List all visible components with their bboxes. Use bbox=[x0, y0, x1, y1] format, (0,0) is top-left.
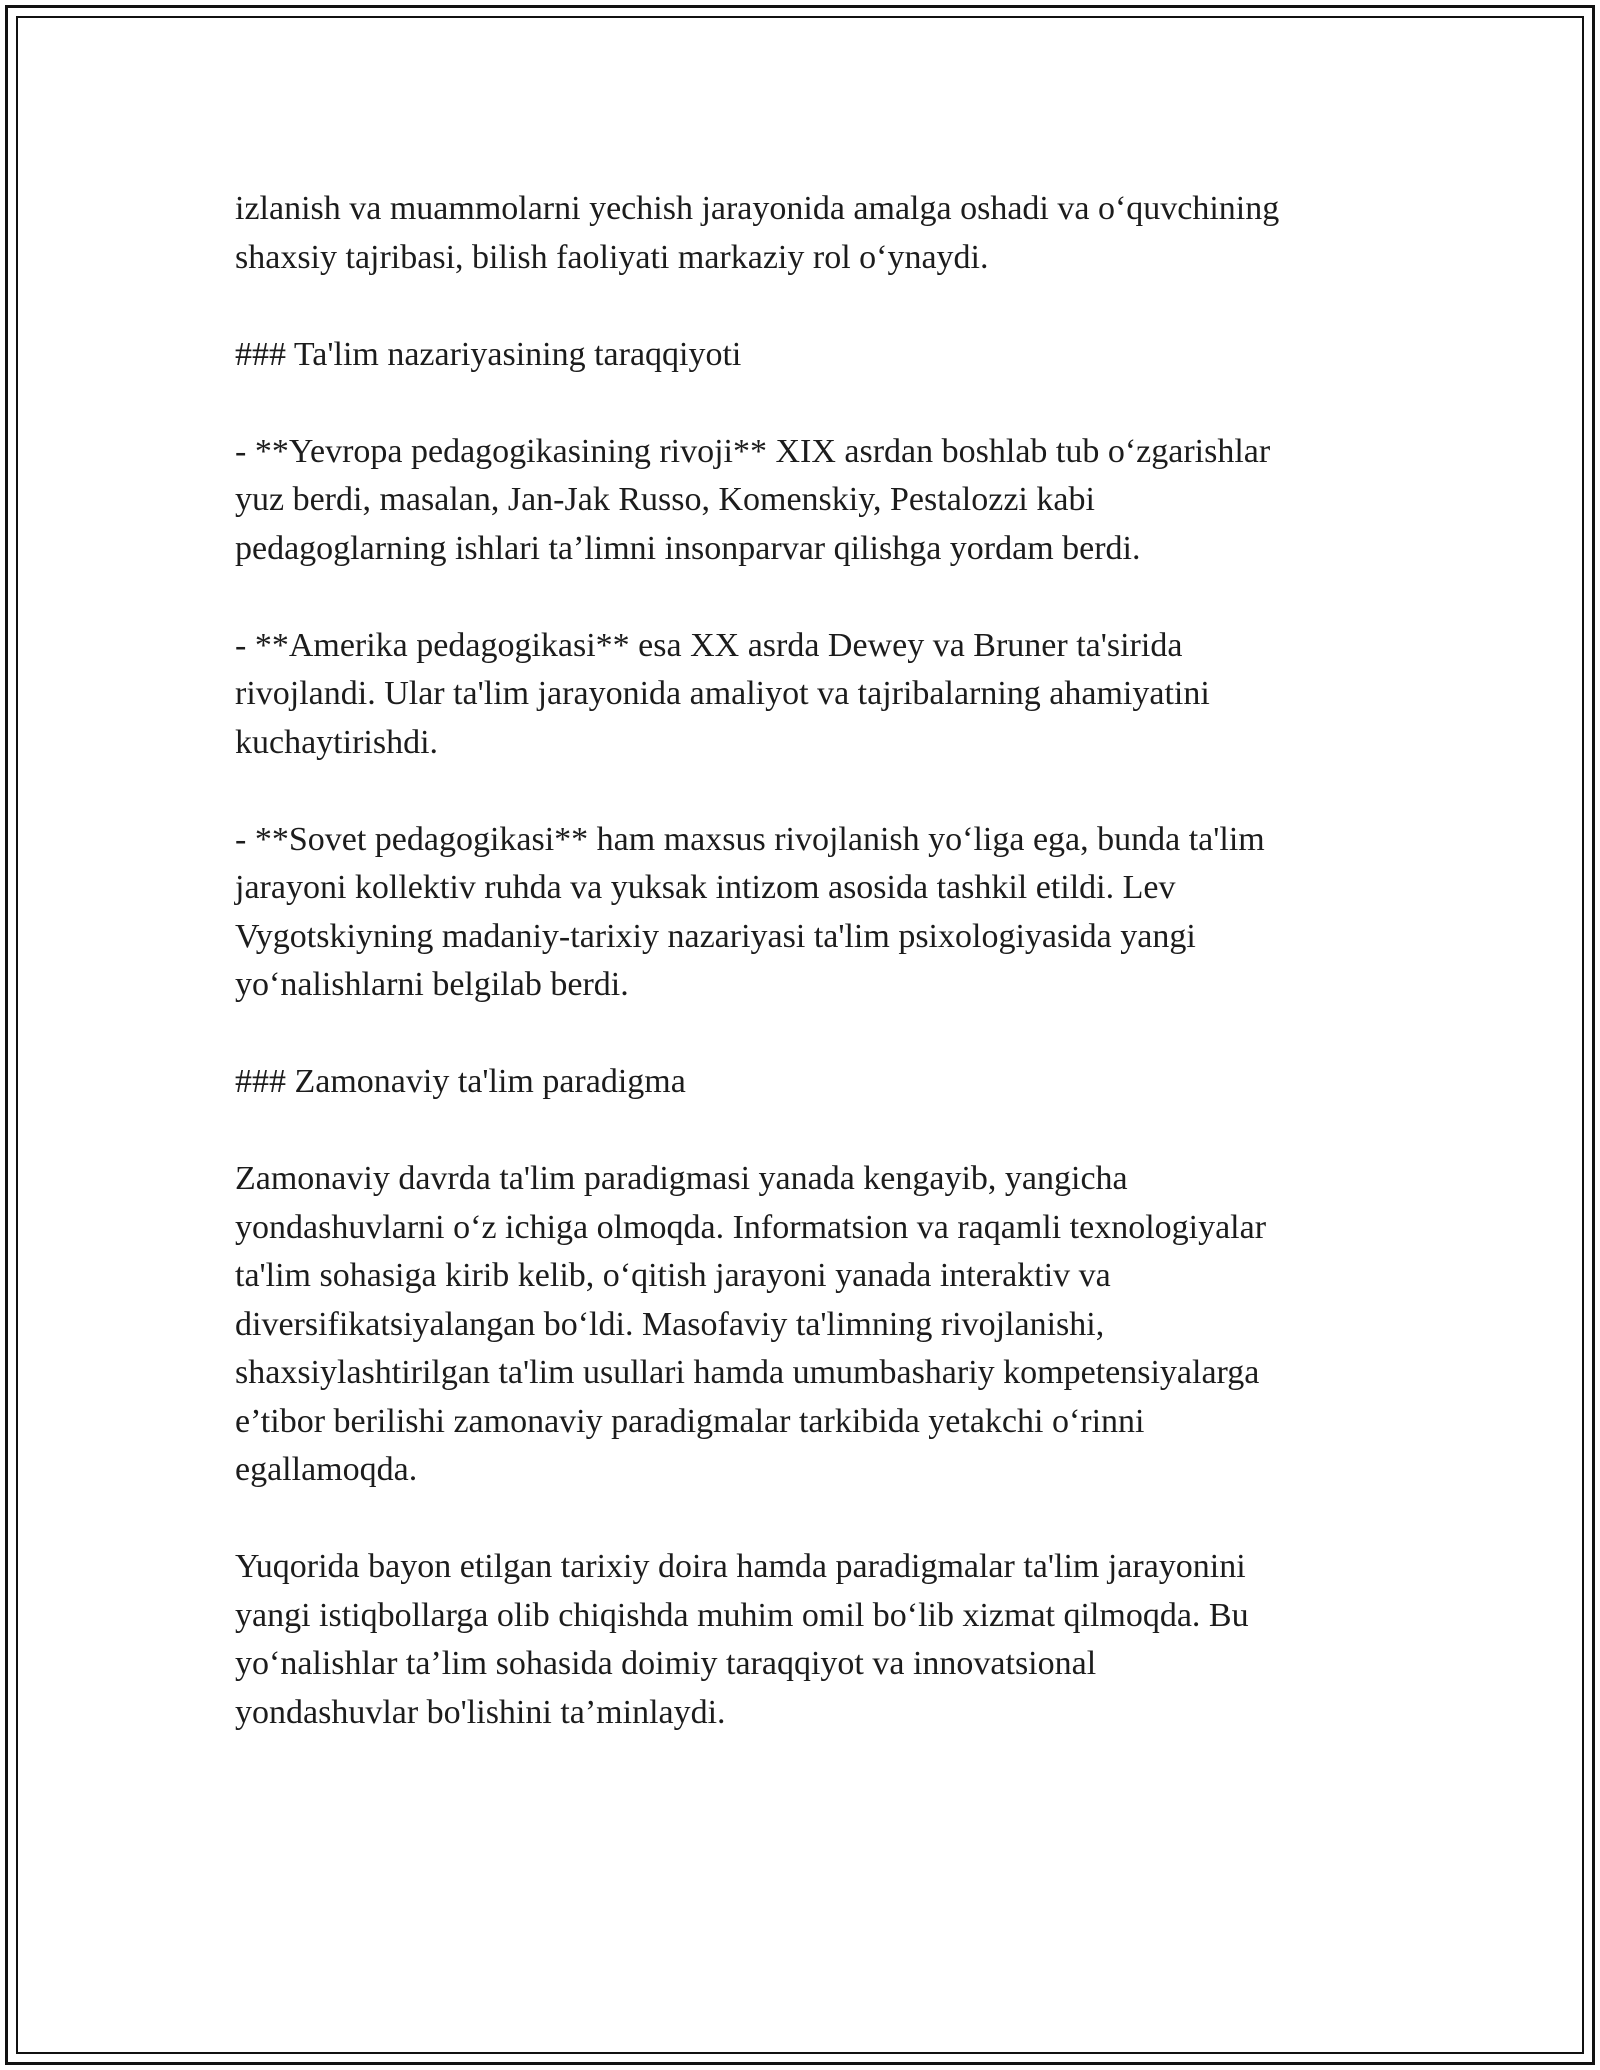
text-line: egallamoqda. bbox=[235, 1451, 418, 1488]
text-line: - **Amerika pedagogikasi** esa XX asrda Dewey va Bruner ta'sirida bbox=[235, 626, 1183, 664]
text-line: Vygotskiyning madaniy-tarixiy nazariyasi ta'lim psixologiyasida yangi bbox=[235, 917, 1196, 955]
heading-zamonaviy-paradigma bbox=[235, 1058, 1385, 1107]
text-line: - **Sovet pedagogikasi** ham maxsus rivojlanish yo‘liga ega, bunda ta'lim bbox=[235, 820, 1265, 858]
text-line: rivojlandi. Ular ta'lim jarayonida amaliyot va tajribalarning ahamiyatini bbox=[235, 675, 1210, 712]
heading-text: ### Ta'lim nazariyasining taraqqiyoti bbox=[235, 335, 742, 373]
text-line: yondashuvlar bo'lishini ta’minlaydi. bbox=[235, 1693, 726, 1731]
heading-text: ### Zamonaviy ta'lim paradigma bbox=[235, 1063, 686, 1100]
text-line: yuz berdi, masalan, Jan-Jak Russo, Komenskiy, Pestalozzi kabi bbox=[235, 481, 1095, 518]
text-line: diversifikatsiyalangan bo‘ldi. Masofaviy ta'limning rivojlanishi, bbox=[235, 1305, 1105, 1343]
text-line: Yuqorida bayon etilgan tarixiy doira hamda paradigmalar ta'lim jarayonini bbox=[235, 1548, 1246, 1585]
list-item-amerika bbox=[235, 622, 1385, 768]
paragraph-conclusion bbox=[235, 1543, 1385, 1737]
text-line: shaxsiy tajribasi, bilish faoliyati markaziy rol o‘ynaydi. bbox=[235, 238, 989, 276]
text-line: pedagoglarning ishlari ta’limni insonparvar qilishga yordam berdi. bbox=[235, 529, 1141, 567]
list-item-yevropa bbox=[235, 428, 1385, 574]
text-line: shaxsiylashtirilgan ta'lim usullari hamda umumbashariy kompetensiyalarga bbox=[235, 1354, 1260, 1391]
document-body bbox=[235, 185, 1385, 1786]
text-line: yo‘nalishlar ta’lim sohasida doimiy taraqqiyot va innovatsional bbox=[235, 1645, 1097, 1682]
text-line: yondashuvlarni o‘z ichiga olmoqda. Informatsion va raqamli texnologiyalar bbox=[235, 1208, 1267, 1246]
text-line: e’tibor berilishi zamonaviy paradigmalar tarkibida yetakchi o‘rinni bbox=[235, 1402, 1145, 1440]
text-line: kuchaytirishdi. bbox=[235, 723, 439, 761]
text-line: - **Yevropa pedagogikasining rivoji** XIX asrdan boshlab tub o‘zgarishlar bbox=[235, 432, 1271, 470]
paragraph-zamonaviy bbox=[235, 1155, 1385, 1495]
text-line: jarayoni kollektiv ruhda va yuksak intizom asosida tashkil etildi. Lev bbox=[235, 869, 1176, 906]
paragraph-intro bbox=[235, 185, 1385, 282]
text-line: Zamonaviy davrda ta'lim paradigmasi yanada kengayib, yangicha bbox=[235, 1160, 1128, 1197]
text-line: yangi istiqbollarga olib chiqishda muhim omil bo‘lib xizmat qilmoqda. Bu bbox=[235, 1596, 1249, 1634]
text-line: yo‘nalishlarni belgilab berdi. bbox=[235, 966, 629, 1003]
text-line: ta'lim sohasiga kirib kelib, o‘qitish jarayoni yanada interaktiv va bbox=[235, 1257, 1111, 1294]
heading-talim-nazariyasi bbox=[235, 331, 1385, 380]
list-item-sovet bbox=[235, 816, 1385, 1010]
text-line: izlanish va muammolarni yechish jarayonida amalga oshadi va o‘quvchining bbox=[235, 190, 1280, 227]
